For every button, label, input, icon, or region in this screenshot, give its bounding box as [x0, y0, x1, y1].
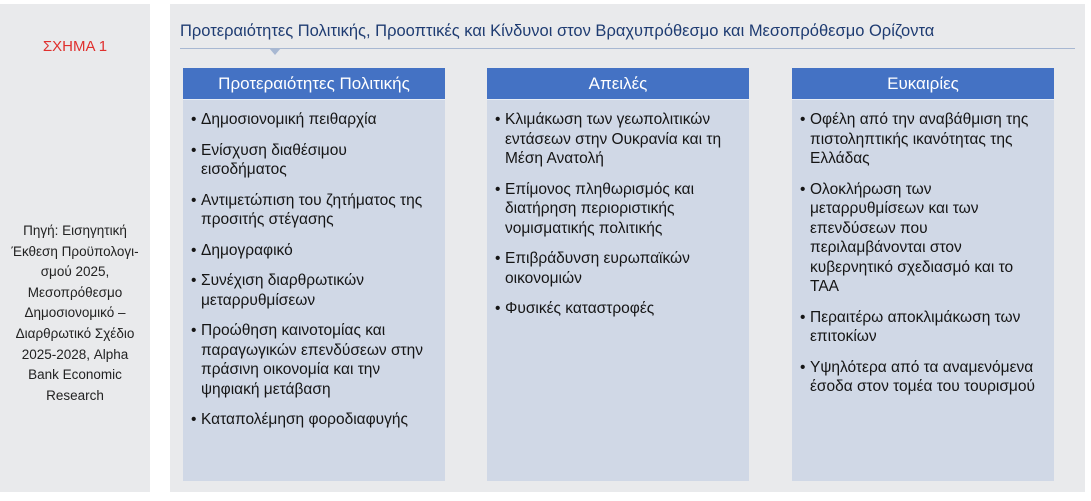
figure-label: ΣΧΗΜΑ 1 [42, 38, 108, 55]
list-item: • Αντιμετώπιση του ζητήματος της προσιτής στέγασης [191, 191, 433, 230]
list-item: • Δημοσιονομική πειθαρχία [191, 110, 433, 130]
list-item: • Κλιμάκωση των γεωπολιτικών εντάσεων στην Ουκρανία και τη Μέση Ανατολή [495, 110, 737, 169]
list-item: • Περαιτέρω αποκλιμάκωση των επιτοκίων [800, 308, 1042, 347]
column-threats [487, 68, 749, 481]
list-item: • Δημογραφικό [191, 241, 433, 261]
list-item: • Οφέλη από την αναβάθμιση της πιστοληπτικής ικανότητας της Ελλάδας [800, 110, 1042, 169]
column-opportunities [792, 68, 1054, 481]
list-item: • Ενίσχυση διαθέσιμου εισοδήματος [191, 141, 433, 180]
list-item: • Φυσικές καταστροφές [495, 299, 737, 319]
list-item: • Προώθηση καινοτομίας και παραγωγικών επενδύσεων στην πράσινη οικονομία και την ψηφιακή μετάβαση [191, 321, 433, 399]
column-heading: Απειλές [487, 68, 749, 100]
list-item: • Επίμονος πληθωρισμός και διατήρηση περιοριστικής νομισματικής πολιτικής [495, 180, 737, 239]
item-list [487, 100, 749, 319]
column-heading: Προτεραιότητες Πολιτικής [183, 68, 445, 100]
item-list [792, 100, 1054, 397]
title-pointer [269, 48, 281, 55]
source-note: Πηγή: Εισηγητική Έκθεση Προϋπολογι-σμού 2025, Μεσοπρόθεσμο Δημοσιονομικό – Διαρθρωτικό Σχέδιο 2025-2028, Alpha Bank Economic Research [11, 223, 139, 403]
list-item: • Ολοκλήρωση των μεταρρυθμίσεων και των επενδύσεων που περιλαμβάνονται στον κυβερνητικό σχεδιασμό και το ΤΑΑ [800, 180, 1042, 297]
column-heading: Ευκαιρίες [792, 68, 1054, 100]
sidebar [0, 4, 150, 492]
list-item: • Υψηλότερα από τα αναμενόμενα έσοδα στον τομέα του τουρισμού [800, 358, 1042, 397]
list-item: • Καταπολέμηση φοροδιαφυγής [191, 410, 433, 430]
diagram-title: Προτεραιότητες Πολιτικής, Προοπτικές και Κίνδυνοι στον Βραχυπρόθεσμο και Μεσοπρόθεσμο Ορίζοντα [180, 22, 935, 40]
list-item: • Συνέχιση διαρθρωτικών μεταρρυθμίσεων [191, 271, 433, 310]
list-item: • Επιβράδυνση ευρωπαϊκών οικονομιών [495, 249, 737, 288]
title-divider [180, 48, 1075, 49]
column-policy-priorities [183, 68, 445, 481]
item-list [183, 100, 445, 430]
